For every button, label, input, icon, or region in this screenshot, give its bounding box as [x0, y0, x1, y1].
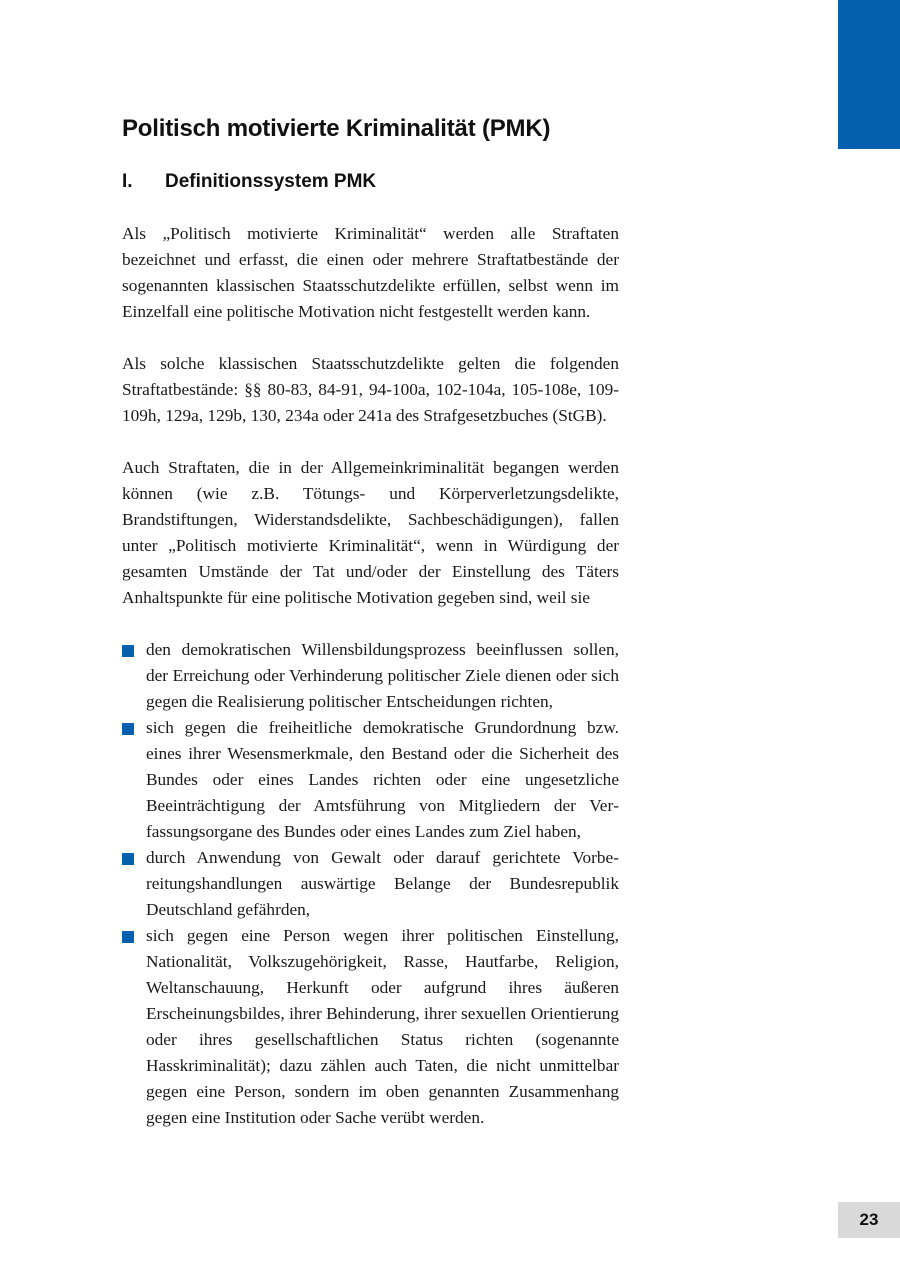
list-item-text: den demokratischen Willensbildungsprozess beeinflussen sollen, der Erreichung oder Verhinderung politischer Ziele dienen oder sich gegen die Realisierung politischer Entscheidungen richten, [146, 640, 619, 711]
paragraph-statutes: Als solche klassischen Staatsschutzdelikte gelten die folgenden Straftatbestände: §§ 80-83, 84-91, 94-100a, 102-104a, 105-108e, 109-109h, 129a, 129b, 130, 234a oder 241a des Strafgesetzbuches (StGB). [122, 354, 619, 425]
list-item-text: sich gegen die freiheitliche demokratische Grundordnung bzw. eines ihrer Wesensmerkmale, den Bestand oder die Sicherheit des Bundes oder eines Landes richten oder eine ungesetzliche Beeinträchtigung der Amtsführung von Mitgliedern der Verfassungsorgane des Bundes oder eines Landes zum Ziel haben, [146, 718, 619, 841]
list-item-text: durch Anwendung von Gewalt oder darauf gerichtete Vorbereitungshandlungen auswärtige Belange der Bundesrepublik Deutschland gefährden, [146, 848, 619, 919]
list-item [122, 923, 619, 1131]
page-content [122, 112, 619, 1131]
square-bullet-icon [122, 931, 134, 943]
square-bullet-icon [122, 853, 134, 865]
page-number: 23 [838, 1202, 900, 1238]
list-item [122, 845, 619, 923]
chapter-color-tab [838, 0, 900, 149]
section-title: Definitionssystem PMK [165, 171, 377, 192]
list-item-text: sich gegen eine Person wegen ihrer politischen Einstellung, Nationalität, Volkszugehörigkeit, Rasse, Hautfarbe, Religion, Weltanschauung, Herkunft oder aufgrund ihres äußeren Erscheinungsbildes, ihrer Behinderung, ihrer sexuellen Orientierung oder ihres gesellschaftlichen Status richten (sogenannte Hasskriminalität); dazu zählen auch Taten, die nicht unmittelbar gegen eine Person, sondern im oben genannten Zusammenhang gegen eine Institution oder Sache verübt werden. [146, 926, 619, 1127]
motivation-criteria-list [122, 637, 619, 1131]
section-number: I. [122, 171, 133, 192]
square-bullet-icon [122, 645, 134, 657]
paragraph-definition: Als „Politisch motivierte Kriminalität“ werden alle Straftaten bezeichnet und erfasst, die einen oder mehrere Straftatbestände der sogenannten klassischen Staatsschutzdelikte erfüllen, selbst wenn im Einzelfall eine politische Motivation nicht festgestellt werden kann. [122, 224, 619, 321]
list-item [122, 637, 619, 715]
section-heading [122, 168, 619, 196]
paragraph-general-crime: Auch Straftaten, die in der Allgemeinkriminalität begangen werden können (wie z.B. Tötungs- und Körperverletzungsdelikte, Brandstiftungen, Widerstandsdelikte, Sachbeschädigungen), fallen unter „Politisch motivierte Kriminalität“, wenn in Würdigung der gesamten Umstände der Tat und/oder der Einstellung des Täters Anhaltspunkte für eine politische Motivation gegeben sind, weil sie [122, 458, 619, 607]
page-title: Politisch motivierte Kriminalität (PMK) [122, 115, 551, 142]
list-item [122, 715, 619, 845]
square-bullet-icon [122, 723, 134, 735]
